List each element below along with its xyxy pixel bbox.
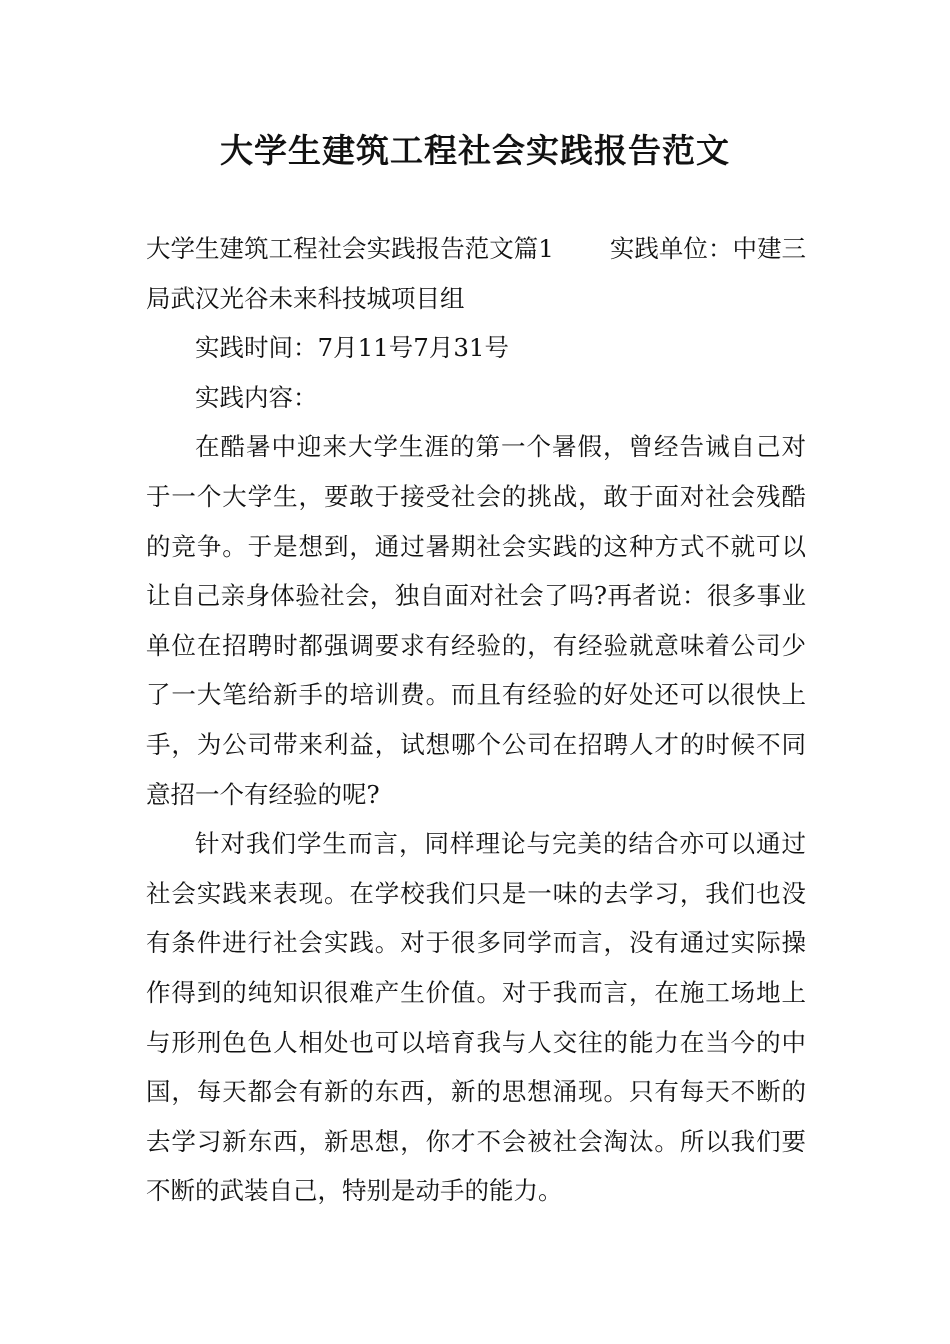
document-body bbox=[146, 224, 806, 1216]
practice-content-label: 实践内容： bbox=[195, 382, 318, 412]
body-paragraph-2: 针对我们学生而言，同样理论与完美的结合亦可以通过社会实践来表现。在学校我们只是一味的去学习，我们也没有条件进行社会实践。对于很多同学而言，没有通过实际操作得到的纯知识很难产生价值。对于我而言，在施工场地上与形刑色色人相处也可以培育我与人交往的能力在当今的中国，每天都会有新的东西，新的思想涌现。只有每天不断的去学习新东西，新思想，你才不会被社会淘汰。所以我们要不断的武装自己，特别是动手的能力。 bbox=[146, 829, 806, 1206]
intro-heading: 大学生建筑工程社会实践报告范文篇1 bbox=[146, 234, 554, 263]
practice-unit: 实践单位：中建三局武汉光谷未来科技城项目组 bbox=[146, 234, 806, 313]
intro-paragraph bbox=[146, 224, 806, 323]
document-title: 大学生建筑工程社会实践报告范文 bbox=[220, 131, 730, 170]
body-paragraph-1: 在酷暑中迎来大学生涯的第一个暑假，曾经告诫自己对于一个大学生，要敢于接受社会的挑战，敢于面对社会残酷的竞争。于是想到，通过暑期社会实践的这种方式不就可以让自己亲身体验社会，独自面对社会了吗?再者说：很多事业单位在招聘时都强调要求有经验的，有经验就意味着公司少了一大笔给新手的培训费。而且有经验的好处还可以很快上手，为公司带来利益，试想哪个公司在招聘人才的时候不同意招一个有经验的呢? bbox=[146, 432, 806, 809]
practice-time: 实践时间：7月11号7月31号 bbox=[195, 333, 510, 363]
